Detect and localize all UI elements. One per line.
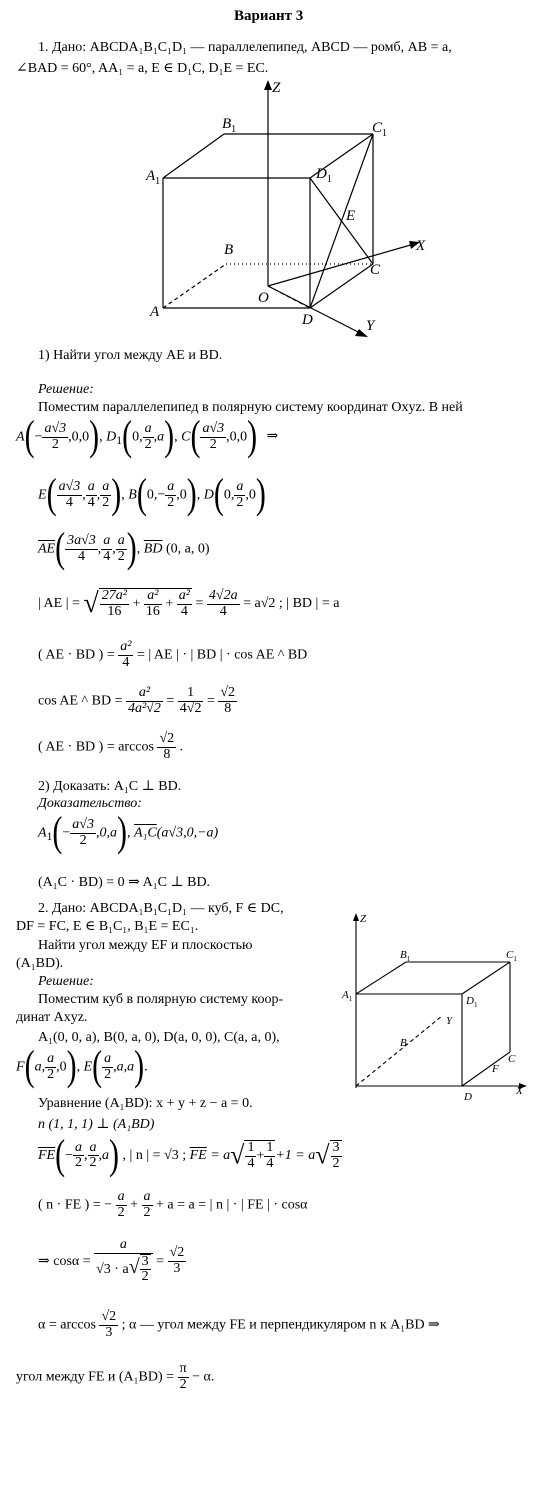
task2-text: 2) Доказать: A₁C ⊥ BD. (38, 779, 182, 794)
norm-row: | AE | = √ $\frac{\text{27a²}}{16}$ + $\frac{\text{a²}}{16}$ + $\frac{\text{a²}}{4}$ = $\frac{4√2a}{4}$ = a√2 ; | BD | = a (38, 587, 340, 619)
cube-label-y: Y (446, 1015, 453, 1027)
label-x: X (416, 238, 426, 254)
label-a1: $A_1$ (146, 168, 161, 187)
proof-row-2: (A₁C · BD) = 0 ⇒ A₁C ⊥ BD. (38, 875, 211, 890)
edge-a-b-hidden (163, 264, 226, 308)
alpha-row: α = arccos $\frac{√2}{3}$ ; α — угол между FE и перпендикуляром n к A₁BD ⇒ (38, 1309, 440, 1340)
label-o: O (258, 290, 269, 306)
cube-label-f: F (492, 1063, 499, 1075)
cos-row: cos AE ^ BD = $\frac{\text{a²}}{\text{4a²√2}}$ = $\frac{1}{4√2}$ = $\frac{√2}{8}$ (38, 685, 236, 716)
cube-edge-d1-c1 (462, 962, 510, 994)
cube-label-c: C (508, 1053, 516, 1065)
problem2-task-line1: Найти угол между EF и плоскостью (38, 938, 253, 953)
label-c: C (370, 262, 381, 278)
page-title: Вариант 3 (234, 8, 304, 24)
cube-label-b1: $B_1$ (400, 949, 411, 963)
cube-label-z: Z (360, 913, 367, 925)
cube-label-c1: $C_1$ (506, 949, 517, 963)
problem2-coords-fe: F(a, $\frac{a}{2}$ ,0), E( $\frac{a}{2}$ ,a,a). (16, 1043, 148, 1090)
problem2-sol-line1: Поместим куб в полярную систему коор- (38, 992, 284, 1007)
proof-label: Доказательство: (38, 796, 142, 811)
parallelepiped-figure (140, 78, 440, 340)
solution-label-1: Решение: (38, 382, 94, 397)
cos-row-2: ⇒ cosα = a √3 · a√ $\frac{3}{2}$ = $\frac{√2}{3}$ (38, 1237, 185, 1285)
label-e: E (346, 208, 356, 224)
label-c1: $C_1$ (372, 120, 388, 139)
final-row: угол между FE и (A₁BD) = $\frac{\pi}{2}$ − α. (16, 1361, 215, 1392)
coords-row-1: A(− $\frac{a√3}{2}$ ,0,0), $D_1(0$, $\frac{a}{2}$ ,a), C( $\frac{a√3}{2}$ ,0,0) ⇒ (16, 413, 279, 460)
label-d1: $D_1$ (316, 166, 332, 185)
cube-edge-a1-b1 (356, 962, 406, 994)
vectors-row: $\overline{AE}$( $\frac{3a√3}{4}$ , $\frac{a}{4}$ , $\frac{a}{2}$ ), $\overline{BD}$ (0, a, 0) (38, 525, 210, 572)
problem2-task-line2: (A₁BD). (16, 956, 64, 971)
label-a: A (150, 304, 160, 320)
dot-row-2: ( n · FE ) = − $\frac{a}{2}$ + $\frac{a}{2}$ + a = a = | n | · | FE | · cosα (38, 1189, 308, 1220)
cube-label-a1: $A_1$ (342, 989, 353, 1003)
axis-y-2 (356, 1016, 442, 1086)
cube-label-b: B (400, 1037, 407, 1049)
label-b: B (224, 242, 234, 258)
angle-row: ( AE · BD ) = arccos $\frac{√2}{8}$ . (38, 731, 184, 762)
label-y: Y (366, 318, 375, 334)
plane-equation: Уравнение (A₁BD): x + y + z − a = 0. (38, 1096, 253, 1111)
cube-label-d1: $D_1$ (466, 995, 478, 1009)
cube-edge-d-c (462, 1052, 510, 1086)
normal-vector: n (1, 1, 1) ⊥ (A₁BD) (38, 1117, 155, 1132)
problem2-coords: A₁(0, 0, a), B(0, a, 0), D(a, 0, 0), C(a, a, 0), (38, 1030, 280, 1045)
problem2-given-line1: 2. Дано: ABCDA₁B₁C₁D₁ — куб, F ∈ DC, (38, 901, 284, 916)
problem2-sol-line2: динат Axyz. (16, 1010, 88, 1025)
problem1-given-line2: ∠BAD = 60°, AA₁ = a, E ∈ D₁C, D₁E = EC. (16, 61, 269, 76)
diagonal-c1-d (310, 134, 373, 308)
edge-a1-b1 (163, 134, 224, 178)
label-b1: $B_1$ (222, 116, 237, 135)
fe-row: $\overline{FE}(-$ $\frac{a}{2}$ , $\frac{a}{2}$ ,a) , | n | = √3 ; $\overline{FE} = a√$ $\frac{1}{4}$ + $\frac{1}{4}$ +1 = a√ $\frac{3}{2}$ (38, 1131, 340, 1179)
solution-text-1: Поместим параллелепипед в полярную систему координат Oxyz. В ней (38, 400, 463, 415)
proof-row-1: $A_1(-$ $\frac{a√3}{2}$ ,0,a), A₁C(a√3,0,−a) (38, 809, 219, 856)
axis-x (268, 244, 414, 286)
solution-label-2: Решение: (38, 974, 94, 989)
problem2-given-line2: DF = FC, E ∈ B₁C₁, B₁E = EC₁. (16, 919, 199, 934)
label-d: D (302, 312, 313, 328)
coords-row-2: E( $\frac{a√3}{4}$ , $\frac{a}{4}$ , $\frac{a}{2}$ ), B(0,− $\frac{a}{2}$ ,0), D(0, $\frac{a}{2}$ ,0) (38, 471, 266, 518)
dot-product-row: ( AE · BD ) = $\frac{\text{a²}}{4}$ = | AE | · | BD | · cos AE ^ BD (38, 639, 308, 670)
cube-label-x: X (516, 1085, 523, 1097)
cube-label-d: D (464, 1091, 472, 1103)
task1-text: 1) Найти угол между AE и BD. (38, 348, 223, 363)
problem1-given-line1: 1. Дано: ABCDA₁B₁C₁D₁ — параллелепипед, ABCD — ромб, AB = a, (38, 40, 452, 55)
arrow-z (264, 80, 272, 90)
cube-figure (336, 910, 536, 1103)
label-z: Z (272, 80, 281, 96)
arrow-z-2 (353, 913, 359, 921)
